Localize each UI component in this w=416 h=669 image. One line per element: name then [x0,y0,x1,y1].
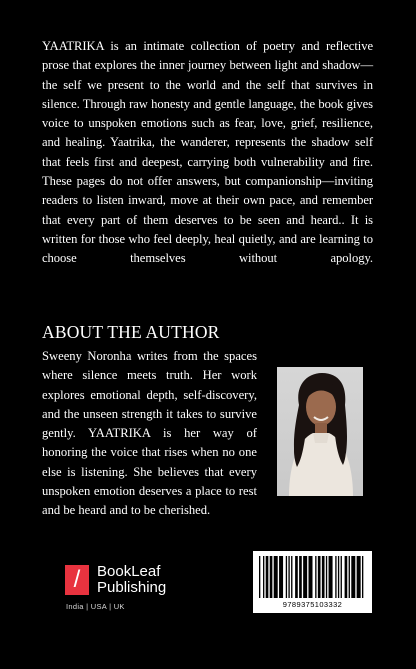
barcode-bar [326,556,327,598]
publisher-name-line1: BookLeaf [97,563,161,580]
barcode-bar [315,556,316,598]
barcode-bar [303,556,307,598]
publisher-name-line2: Publishing [97,579,167,596]
isbn-number: 9789375103332 [282,600,343,609]
barcode-bar [295,556,298,598]
barcode-bar [299,556,302,598]
barcode-bar [349,556,350,598]
barcode-bar [270,556,273,598]
barcode-bars [259,556,366,598]
barcode-bar [288,556,289,598]
barcode-bar [291,556,292,598]
author-photo [277,367,363,496]
barcode-bar [286,556,287,598]
barcode-bar [259,556,260,598]
barcode-bar [308,556,312,598]
barcode-bar [335,556,336,598]
back-cover-blurb: YAATRIKA is an intimate collection of poetry and reflective prose that explores the inner journey between light and shadow—the self we present to the world and the self that survives in silence. Through raw honesty and gentle language, the book gives voice to unspoken emotions such as fear, love, grief, resilience, and healing. Yaatrika, the wanderer, represents the shadow self that feels first and deepest, carrying both vulnerability and fire. These pages do not offer answers, but companionship—inviting readers to listen inward, move at their own pace, and remember that every part of them deserves to be seen and heard.. It is written for those who feel deeply, heal quietly, and are learning to choose themselves without apology. [42,39,373,266]
barcode-bar [318,556,321,598]
publisher-logo-glyph: / [73,566,81,593]
about-author-heading: ABOUT THE AUTHOR [42,322,220,342]
barcode-bar [329,556,333,598]
author-portrait-illustration [277,367,363,496]
barcode-bar [351,556,355,598]
barcode-bar [345,556,348,598]
barcode-bar [263,556,264,598]
publisher-regions: India | USA | UK [66,602,125,611]
isbn-barcode [253,551,372,613]
barcode-bar [322,556,325,598]
barcode-bar [341,556,342,598]
author-bio: Sweeny Noronha writes from the spaces where silence meets truth. Her work explores emotional depth, self-discovery, and the unseen strength it takes to survive gently. YAATRIKA is her way of honoring the voice that rises when no one else is listening. She believes that every unspoken emotion deserves a place to rest and be heard and to be cherished. [42,349,257,518]
barcode-bar [338,556,339,598]
barcode-bar [266,556,269,598]
barcode-bar [357,556,361,598]
barcode-bar [274,556,278,598]
barcode-bar [279,556,283,598]
publisher-logo [65,565,185,615]
publisher-logo-mark [65,565,89,595]
barcode-bar [362,556,363,598]
